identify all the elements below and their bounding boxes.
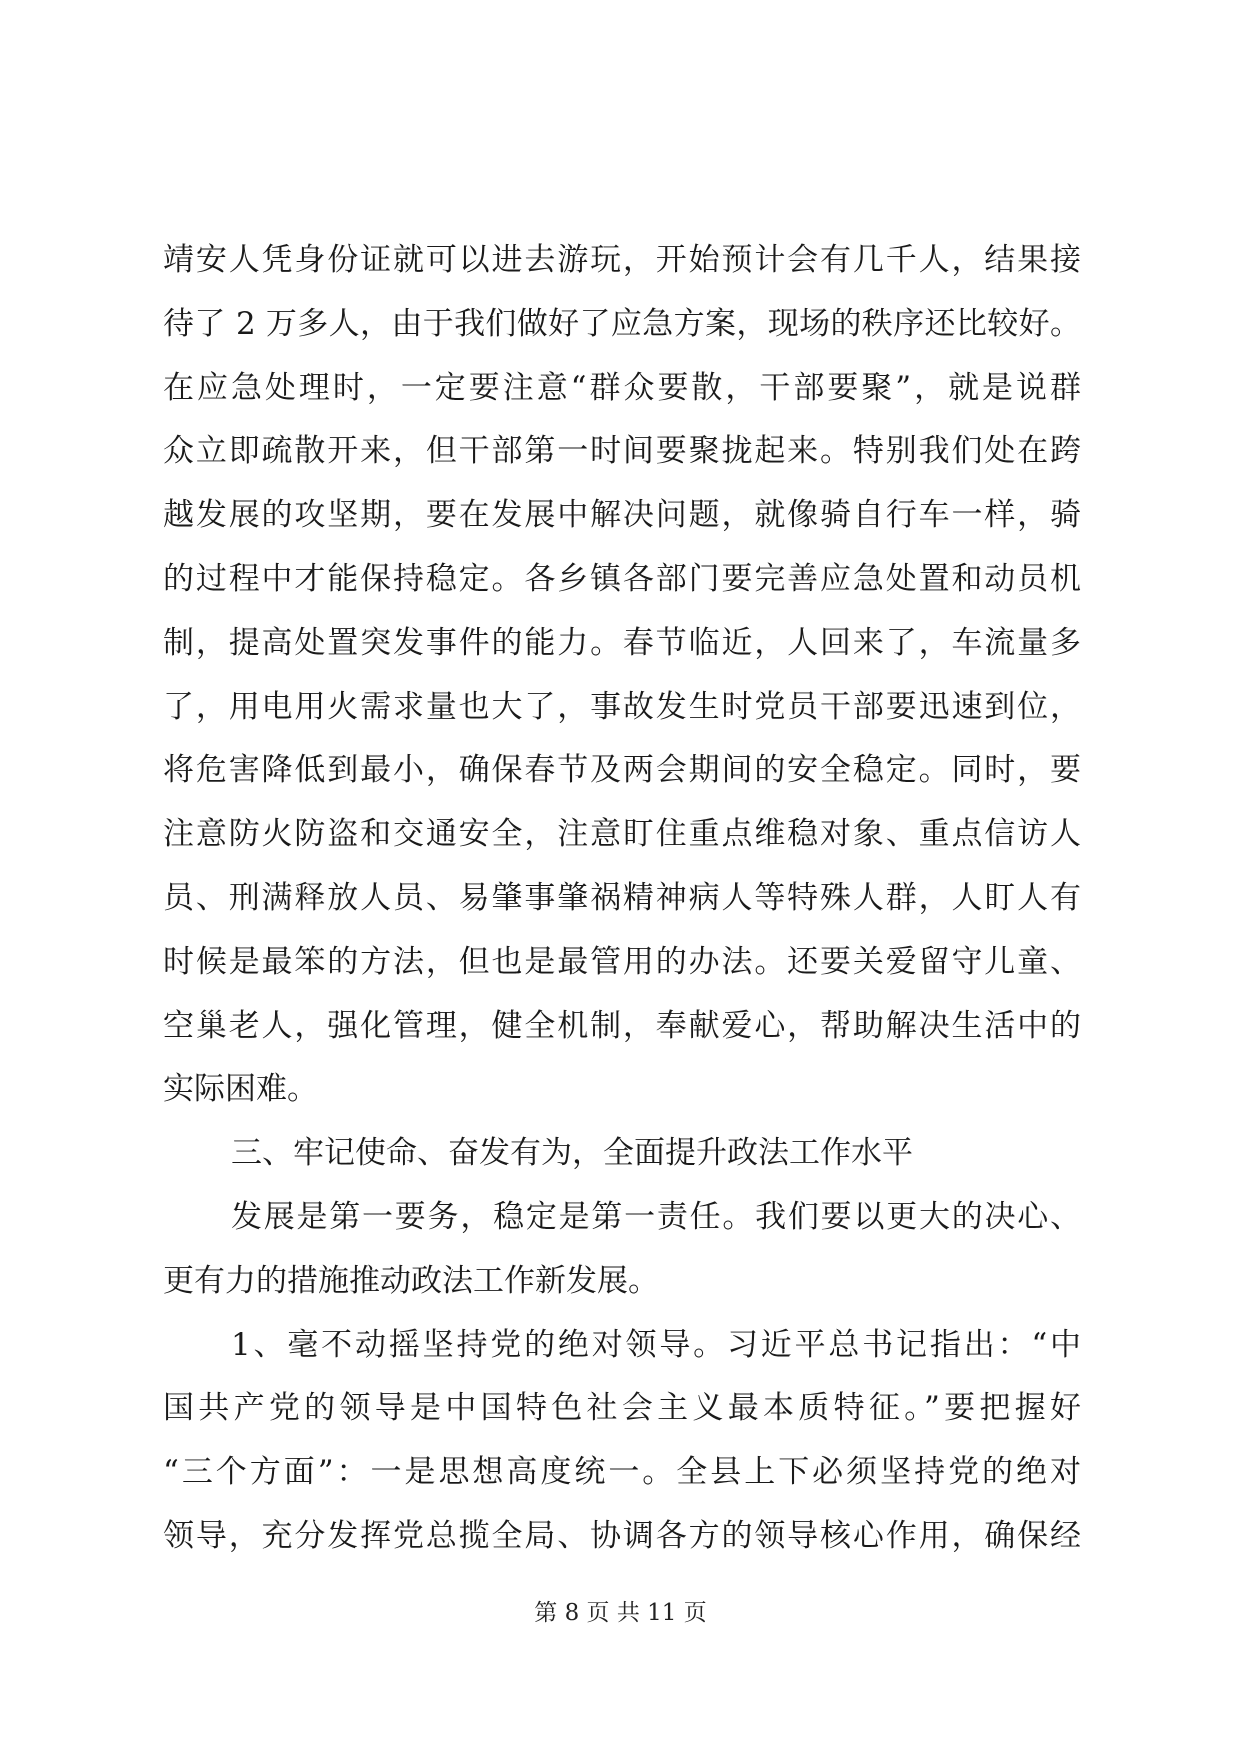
text-line: “三个方面”：一是思想高度统一。全县上下必须坚持党的绝对 [163,1454,1081,1491]
text-line: 领导，充分发挥党总揽全局、协调各方的领导核心作用，确保经 [163,1517,1081,1554]
text-line: 靖安人凭身份证就可以进去游玩，开始预计会有几千人，结果接 [163,242,1081,278]
text-line: 实际困难。 [163,1071,318,1108]
text-line: 的过程中才能保持稳定。各乡镇各部门要完善应急处置和动员机 [163,560,1081,597]
text-line: 国共产党的领导是中国特色社会主义最本质特征。”要把握好 [163,1390,1081,1427]
text-line: 在应急处理时，一定要注意“群众要散，干部要聚”，就是说群 [163,369,1081,406]
text-line: 众立即疏散开来，但干部第一时间要聚拢起来。特别我们处在跨 [163,433,1081,470]
text-line: 了，用电用火需求量也大了，事故发生时党员干部要迅速到位， [163,688,1081,725]
text-line: 时候是最笨的方法，但也是最管用的办法。还要关爱留守儿童、 [163,943,1081,980]
text-line: 将危害降低到最小，确保春节及两会期间的安全稳定。同时，要 [163,752,1081,789]
text-line: 制，提高处置突发事件的能力。春节临近，人回来了，车流量多 [163,624,1081,661]
text-line: 发展是第一要务，稳定是第一责任。我们要以更大的决心、 [231,1198,1081,1235]
text-line: 员、刑满释放人员、易肇事肇祸精神病人等特殊人群，人盯人有 [163,879,1081,916]
text-line: 越发展的攻坚期，要在发展中解决问题，就像骑自行车一样，骑 [163,497,1081,534]
text-line: 1、毫不动摇坚持党的绝对领导。习近平总书记指出：“中 [231,1326,1081,1363]
text-line: 更有力的措施推动政法工作新发展。 [163,1262,659,1299]
document-body [163,229,1081,1569]
text-line: 待了 2 万多人，由于我们做好了应急方案，现场的秩序还比较好。 [163,305,1081,342]
text-line: 注意防火防盗和交通安全，注意盯住重点维稳对象、重点信访人 [163,816,1081,853]
page-number-footer: 第 8 页 共 11 页 [534,1600,707,1626]
text-line: 空巢老人，强化管理，健全机制，奉献爱心，帮助解决生活中的 [163,1007,1081,1044]
section-heading: 三、牢记使命、奋发有为，全面提升政法工作水平 [231,1135,913,1172]
